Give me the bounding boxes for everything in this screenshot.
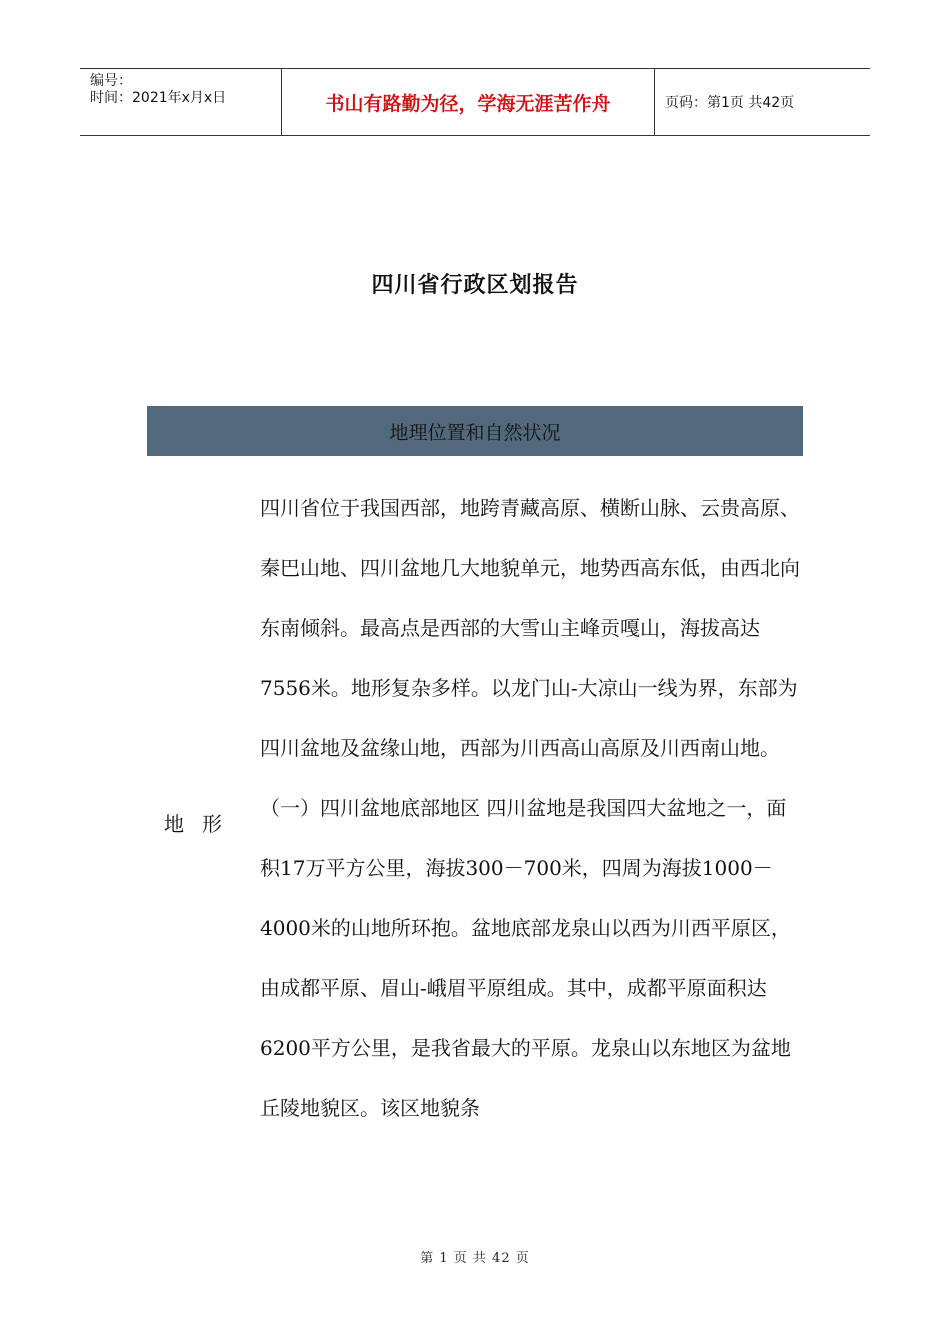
document-title: 四川省行政区划报告 — [371, 273, 579, 298]
page-header — [80, 68, 870, 136]
document-number-label: 编号： — [90, 73, 132, 89]
paragraph-overview: 四川省位于我国西部，地跨青藏高原、横断山脉、云贵高原、秦巴山地、四川盆地几大地貌单元，地势西高东低，由西北向东南倾斜。最高点是西部的大雪山主峰贡嘎山，海拔高达7556米。地形复杂多样。以龙门山-大凉山一线为界，东部为四川盆地及盆缘山地，西部为川西高山高原及川西南山地。 — [260, 496, 800, 760]
paragraph-sichuan-basin: （一）四川盆地底部地区 四川盆地是我国四大盆地之一，面积17万平方公里，海拔300－700米，四周为海拔1000－4000米的山地所环抱。盆地底部龙泉山以西为川西平原区，由成都平原、眉山-峨眉平原组成。其中，成都平原面积达6200平方公里，是我省最大的平原。龙泉山以东地区为盆地丘陵地貌区。该区地貌条 — [260, 796, 791, 1120]
terrain-body — [260, 478, 800, 1138]
header-meta — [80, 69, 282, 135]
page-footer: 第 1 页 共 42 页 — [420, 1251, 530, 1266]
document-time-label: 时间：2021年x月x日 — [90, 90, 227, 106]
header-motto: 书山有路勤为径，学海无涯苦作舟 — [282, 69, 655, 135]
header-page-info: 页码：第1页 共42页 — [665, 95, 795, 111]
section-heading: 地理位置和自然状况 — [147, 406, 803, 456]
terrain-side-label: 地形 — [164, 812, 240, 836]
